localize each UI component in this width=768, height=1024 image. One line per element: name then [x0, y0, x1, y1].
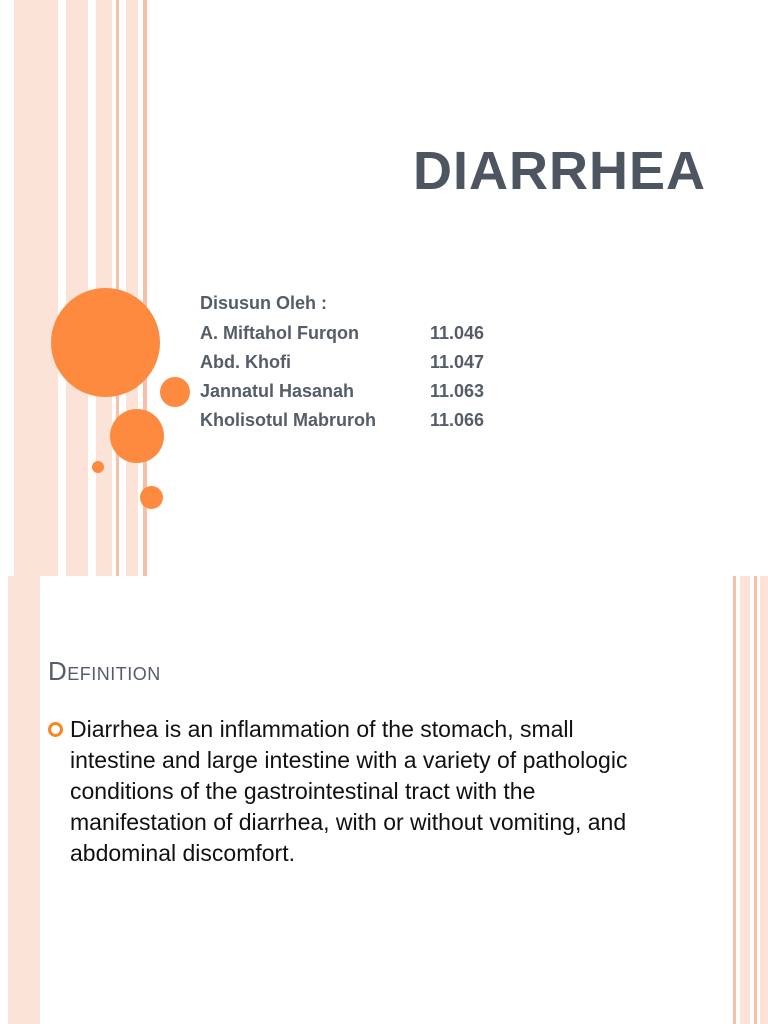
decorative-stripe	[14, 0, 58, 576]
author-name: A. Miftahol Furqon	[200, 323, 359, 343]
author-id: 11.066	[430, 410, 485, 430]
author-heading: Disusun Oleh :	[200, 293, 328, 313]
decorative-circle-small	[160, 377, 190, 407]
bullet-list	[48, 714, 648, 869]
decorative-stripe	[66, 0, 88, 576]
decorative-stripe	[754, 576, 757, 1024]
author-row	[200, 409, 484, 438]
author-row	[200, 380, 484, 409]
slide-title: Definition	[48, 656, 161, 686]
author-name: Kholisotul Mabruroh	[200, 410, 376, 430]
decorative-circle-medium	[110, 409, 164, 463]
decorative-stripe	[740, 576, 750, 1024]
author-row	[200, 322, 484, 351]
bullet-circle-icon	[48, 722, 63, 737]
author-name: Abd. Khofi	[200, 352, 291, 372]
decorative-stripe	[126, 0, 138, 576]
decorative-circle-large	[51, 288, 160, 397]
author-id: 11.046	[430, 323, 485, 343]
definition-slide	[0, 576, 768, 1024]
decorative-stripe	[760, 576, 768, 1024]
decorative-circle-small	[140, 486, 163, 509]
decorative-stripe	[8, 576, 40, 1024]
author-name: Jannatul Hasanah	[200, 381, 355, 401]
author-id: 11.047	[430, 352, 485, 372]
decorative-circle-tiny	[92, 461, 104, 473]
decorative-stripe	[733, 576, 736, 1024]
author-list	[200, 292, 484, 438]
author-row	[200, 351, 484, 380]
bullet-text: Diarrhea is an inflammation of the stomach, small intestine and large intestine with a variety of pathologic conditions of the gastrointestinal tract with the manifestation of diarrhea, with or without vomiting, and abdominal discomfort.	[70, 716, 628, 866]
author-id: 11.063	[430, 381, 485, 401]
slide-title: DIARRHEA	[412, 141, 706, 201]
decorative-stripe	[116, 0, 119, 576]
